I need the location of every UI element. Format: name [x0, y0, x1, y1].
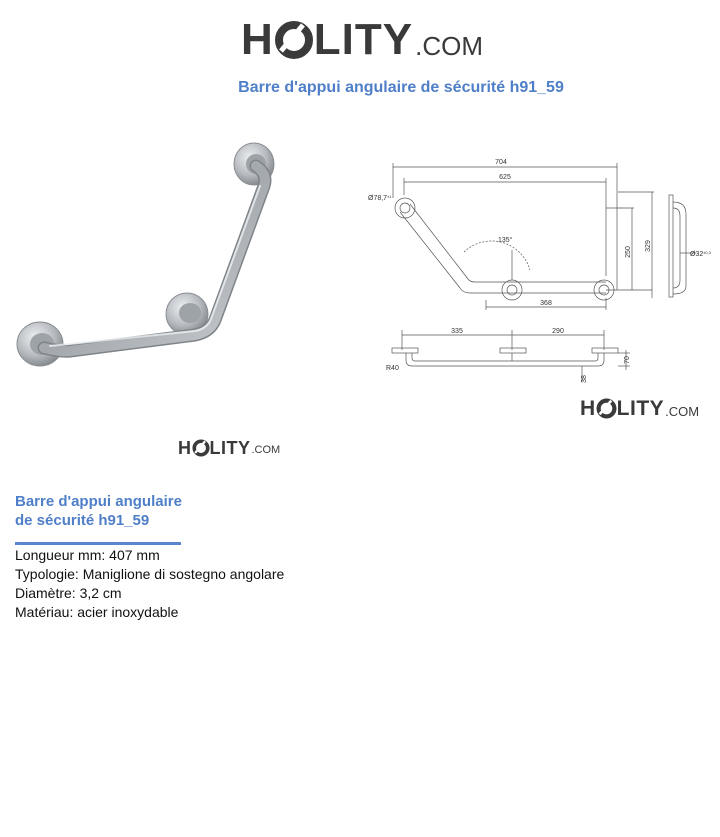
logo-tld: .COM — [415, 31, 483, 61]
dim-side-left: 335 — [451, 328, 463, 335]
brand-logo-photo — [178, 439, 280, 457]
dim-total-width: 704 — [495, 159, 507, 166]
brand-logo-drawing — [580, 398, 699, 419]
dim-tube: $Ø32^{\pm 0,3}$ — [690, 250, 711, 258]
logo-text-right: LITY — [209, 438, 251, 458]
dim-inner-height: 250 — [625, 246, 632, 258]
dim-projection: 70 — [624, 356, 631, 364]
dim-top-width: 625 — [499, 174, 511, 181]
spec-material: Matériau: acier inoxydable — [15, 604, 179, 620]
logo-text-left: H — [241, 15, 274, 64]
spec-type: Typologie: Maniglione di sostegno angolare — [15, 566, 285, 582]
dim-angle: 135° — [498, 237, 513, 244]
logo-tld: .COM — [251, 444, 281, 456]
product-title — [15, 492, 275, 530]
product-title-line2: de sécurité h91_59 — [15, 512, 150, 529]
logo-o-icon — [596, 398, 617, 419]
spec-length: Longueur mm: 407 mm — [15, 547, 160, 563]
product-photo — [10, 130, 280, 380]
logo-text-left: H — [580, 397, 596, 420]
dim-bottom-width: 368 — [540, 300, 552, 307]
logo-tld: .COM — [665, 404, 700, 419]
spec-diameter: Diamètre: 3,2 cm — [15, 585, 122, 601]
dim-side-right: 290 — [552, 328, 564, 335]
dim-rosette: $Ø78,7^{\pm 1}$ — [368, 194, 392, 202]
technical-drawing — [362, 150, 720, 390]
brand-logo[interactable] — [241, 15, 483, 64]
page-title: Barre d'appui angulaire de sécurité h91_59 — [238, 79, 564, 96]
dim-radius: R40 — [386, 365, 399, 372]
logo-text-right: LITY — [616, 397, 665, 420]
logo-text-left: H — [178, 438, 192, 458]
dim-outer-height: 329 — [645, 240, 652, 252]
logo-o-icon — [192, 439, 210, 457]
logo-text-right: LITY — [313, 15, 414, 64]
spec-list — [15, 546, 284, 622]
dim-depth: 38 — [581, 375, 588, 383]
product-title-line1: Barre d'appui angulaire — [15, 493, 182, 510]
logo-o-icon — [274, 20, 314, 60]
title-divider — [15, 542, 181, 545]
